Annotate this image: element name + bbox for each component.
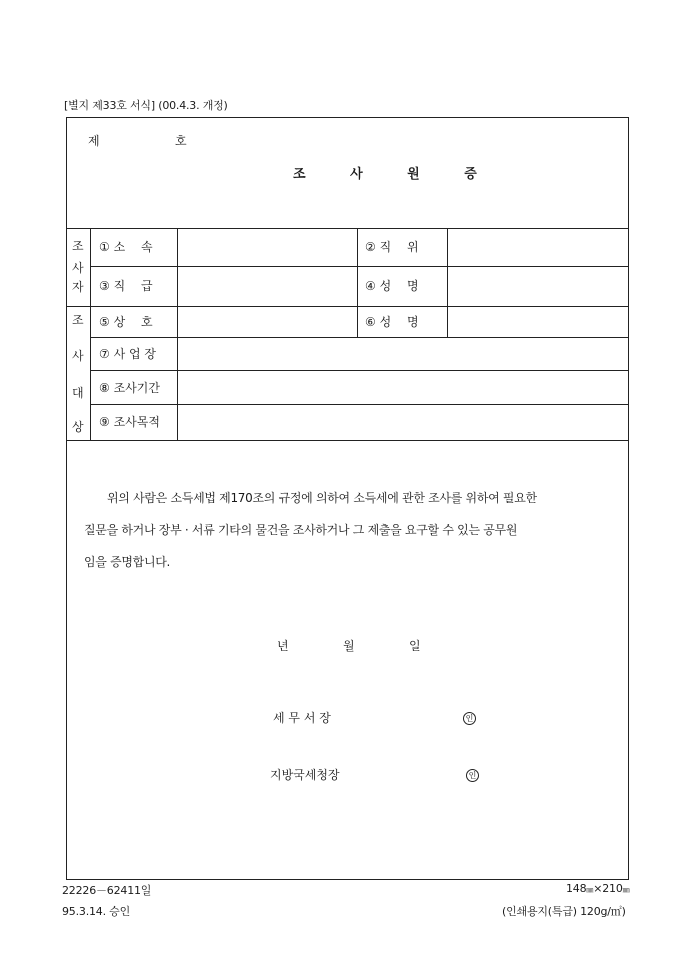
paper-size-mm-unit: ㎜ [586,886,594,894]
col-divider-mid-left [357,228,358,337]
divider-inspector-mid [90,266,628,267]
divider-target-1 [90,337,628,338]
inspector-name-label: ④ 성 명 [365,279,419,293]
form-code: 22226－62411일 [62,884,152,897]
approval-date: 95.3.14. 승인 [62,905,131,918]
divider-target-2 [90,370,628,371]
divider-inspector-end [67,306,628,307]
body-line-3: 임을 증명합니다. [84,555,171,569]
paper-size-width: 148 [566,882,587,895]
paper-size [566,882,629,895]
target-name-label: ⑥ 성 명 [365,315,419,329]
divider-target-3 [90,404,628,405]
target-group-char-2: 사 [72,349,84,363]
paper-size-times: × [593,882,603,895]
tax-office-head: 세 무 서 장 [273,711,331,725]
inspector-group-char-2: 사 [72,261,84,275]
number-suffix: 호 [175,134,187,148]
paper-spec: (인쇄용지(특급) 120g/㎡) [502,905,626,918]
body-line-1: 위의 사람은 소득세법 제170조의 규정에 의하여 소득세에 관한 조사를 위하여 필요한 [107,491,537,505]
target-group-char-3: 대 [72,386,84,400]
certificate-frame [66,117,629,880]
position-label: ② 직 위 [365,240,419,254]
regional-tax-seal: 인 [466,769,479,782]
body-line-2: 질문을 하거나 장부 · 서류 기타의 물건을 조사하거나 그 제출을 요구할 수 있는 공무원 [84,523,518,537]
divider-table-end [67,440,628,441]
date-year: 년 [277,639,289,653]
period-label: ⑧ 조사기간 [99,381,160,395]
trade-name-label: ⑤ 상 호 [99,315,153,329]
tax-office-seal: 인 [463,712,476,725]
col-divider-label [177,228,178,440]
date-month: 월 [343,639,355,653]
business-place-label: ⑦ 사 업 장 [99,347,156,361]
inspector-group-char-1: 조 [72,239,84,253]
form-reference: [별지 제33호 서식] (00.4.3. 개정) [64,99,228,112]
inspector-group-char-3: 자 [72,280,84,294]
target-group-char-1: 조 [72,313,84,327]
target-group-char-4: 상 [72,420,84,434]
divider-top [67,228,628,229]
affiliation-label: ① 소 속 [99,240,153,254]
regional-tax-head: 지방국세청장 [270,768,340,782]
paper-size-height: 210 [602,882,623,895]
grade-label: ③ 직 급 [99,279,153,293]
number-label: 제 [88,134,100,148]
col-divider-group [90,228,91,440]
purpose-label: ⑨ 조사목적 [99,415,160,429]
date-day: 일 [409,639,421,653]
col-divider-mid-right [447,228,448,337]
form-title: 조 사 원 증 [293,167,497,182]
paper-size-mm-unit-2: ㎜ [622,886,630,894]
